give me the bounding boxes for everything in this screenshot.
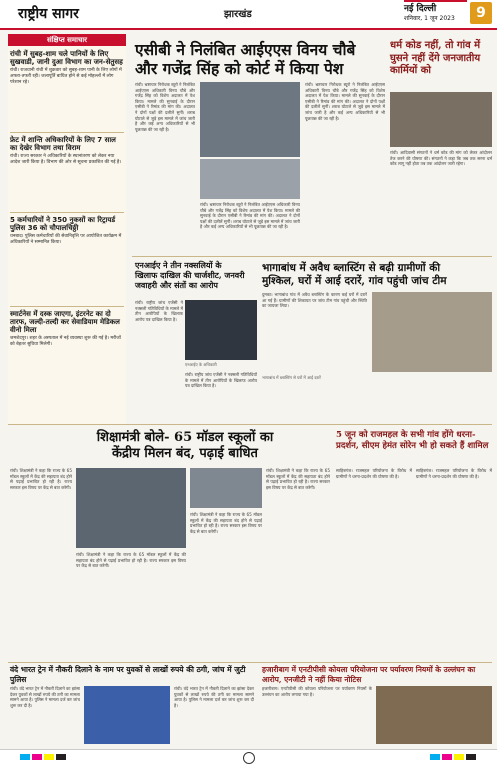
education-headline [40,430,330,462]
sidebar-divider [10,212,124,213]
sidebar-divider [10,132,124,133]
section-divider [132,256,492,257]
sidebar-item-text: रांची। राजधानी रांची में शुक्रवार को सुबह-शाम पानी के लिए लोगों में अफरा-तफरी रही। जलापूर्ति बाधित होने से कई मोहल्लों में लोग परेशान रहे। [10,68,122,85]
education-body-2: रांची। शिक्षामंत्री ने कहा कि राज्य के 65 मॉडल स्कूलों में केंद्र की सहायता बंद होने से पढ़ाई प्रभावित हो रही है। राज्य सरकार इस विषय पर केंद्र से बात करेगी। [76,552,186,569]
nia-caption: एनआईए के अधिकारी [185,362,217,367]
lead-headline-line2: और गजेंद्र सिंह को कोर्ट में किया पेश [135,59,344,78]
cmyk-yellow-mark [44,754,54,760]
hazaribagh-headline: हजारीबाग में एनटीपीसी कोयला परियोजना पर पर्यावरण नियमों के उल्लंघन का आरोप, एनजीटी ने नहीं किया नोटिस [262,665,476,684]
blast-caption: भागाबांध में ब्लास्टिंग से घरों में आई दरारें [262,375,321,380]
education-body-4: रांची। शिक्षामंत्री ने कहा कि राज्य के 65 मॉडल स्कूलों में केंद्र की सहायता बंद होने से पढ़ाई प्रभावित हो रही है। राज्य सरकार इस विषय पर केंद्र से बात करेगी। [266,468,330,490]
sidebar-item-title: रांची में सुबह-शाम चले पानियों के लिए सुखवाडी, जानी दुआ विभाग का जन-सेतुसह [10,50,123,66]
education-headline-line1: शिक्षामंत्री बोले- 65 मॉडल स्कूलों का [96,430,274,445]
sidebar-divider [10,306,124,307]
hazaribagh-body: हजारीबाग। एनटीपीसी की कोयला परियोजना पर पर्यावरण नियमों के उल्लंघन का आरोप लगाया गया है। [262,686,372,697]
sidebar-item-title: 5 कर्मचारियों ने 350 नुकसों का रिट्रायर्ड पुलिस 36 को चौपालचिठ्ठी [10,216,116,232]
village-headline: 5 जून को राजमहल के सभी गांव होंगे धरना-प्रदर्शन, सीएम हेमंत सोरेन भी हो सकते हैं शामिल [336,430,489,451]
blast-headline-line2: मुश्किल, घरों में आई दरारें, गांव पहुंची जांच टीम [262,275,447,287]
sidebar-header: संक्षिप्त समाचार [8,34,126,46]
train-body: रांची। वंदे भारत ट्रेन में नौकरी दिलाने का झांसा देकर युवकों से लाखों रुपये की ठगी का मामला सामने आया है। पुलिस ने मामला दर्ज कर जांच शुरू कर दी है। [10,686,80,708]
date: शनिवार, 1 जून 2023 [404,15,455,22]
publication-name: राष्ट्रीय सागर [18,6,79,22]
sidebar-item-title: स्मार्टनेस में दस्क जाएगा, इंटरनेट का दो तारफ, जल्दी-तल्दी कर सेवाडियाम मेडिकल वीनो मिला [10,310,120,334]
lead-body-2: रांची। भ्रष्टाचार निरोधक ब्यूरो ने निलंबित आईएएस अधिकारी विनय चौबे और गजेंद्र सिंह को विशेष अदालत में पेश किया। मामले की सुनवाई के दौरान एसीबी ने रिमांड की मांग की। अदालत ने दोनों पक्षों की दलीलें सुनीं। शराब घोटाले से जुड़े इस मामले में जांच जारी है और कई अन्य अधिकारियों से भी पूछताछ की जा रही है। [200,202,300,230]
right-body: रांची। आदिवासी संगठनों ने धर्म कोड की मांग को लेकर आंदोलन तेज करने की घोषणा की। संगठनों ने कहा कि जब तक सरना धर्म कोड लागू नहीं होता तब तक आंदोलन जारी रहेगा। [390,150,492,167]
blast-headline-line1: भागाबांध में अवैध ब्लास्टिंग से बढ़ी ग्रामीणों की [262,262,441,274]
education-photo [76,468,186,548]
lead-body: रांची। भ्रष्टाचार निरोधक ब्यूरो ने निलंबित आईएएस अधिकारी विनय चौबे और गजेंद्र सिंह को विशेष अदालत में पेश किया। मामले की सुनवाई के दौरान एसीबी ने रिमांड की मांग की। अदालत ने दोनों पक्षों की दलीलें सुनीं। शराब घोटाले से जुड़े इस मामले में जांच जारी है और कई अन्य अधिकारियों से भी पूछताछ की जा रही है। [135,82,195,132]
section-name: झारखंड [224,9,252,20]
education-body: रांची। शिक्षामंत्री ने कहा कि राज्य के 65 मॉडल स्कूलों में केंद्र की सहायता बंद होने से पढ़ाई प्रभावित हो रही है। राज्य सरकार इस विषय पर केंद्र से बात करेगी। [10,468,72,490]
nia-body: रांची। राष्ट्रीय जांच एजेंसी ने नक्सली गतिविधियों के मामले में तीन आरोपियों के खिलाफ आरोप पत्र दाखिल किया है। [135,300,183,322]
sidebar-item-text: धनबाद। पुलिस कर्मचारियों की सेवानिवृत्ति पर आयोजित कार्यक्रम में अधिकारियों ने सम्मानित किया। [10,234,122,245]
registration-mark-icon [243,752,255,764]
right-photo [390,92,492,147]
header-accent [404,0,467,2]
lead-headline [135,40,385,78]
sidebar-item-title: फ्रेट में शान्ति अधिकारियों के लिए 7 साल का देखेर विभाग तथा विराम [10,136,116,152]
train-photo [84,686,170,744]
cmyk-cyan-mark [20,754,30,760]
sidebar-item-text: रांची। राज्य सरकार ने अधिकारियों के स्थानांतरण को लेकर नया आदेश जारी किया है। विभाग की ओर से सूचना प्रकाशित की गई है। [10,154,122,165]
education-photo-2 [190,468,262,508]
cmyk-magenta-mark [32,754,42,760]
nia-body-2: रांची। राष्ट्रीय जांच एजेंसी ने नक्सली गतिविधियों के मामले में तीन आरोपियों के खिलाफ आरोप पत्र दाखिल किया है। [185,372,257,389]
hazaribagh-photo [376,686,492,744]
lead-photo [200,82,300,157]
cmyk-magenta-mark [442,754,452,760]
sidebar-item [10,50,124,86]
cmyk-black-mark [466,754,476,760]
page-number: 9 [470,2,492,24]
train-body-2: रांची। वंदे भारत ट्रेन में नौकरी दिलाने का झांसा देकर युवकों से लाखों रुपये की ठगी का मामला सामने आया है। पुलिस ने मामला दर्ज कर जांच शुरू कर दी है। [174,686,254,708]
section-divider [8,662,492,663]
village-body: साहिबगंज। राजमहल परियोजना के विरोध में ग्रामीणों ने धरना-प्रदर्शन की घोषणा की है। [336,468,412,479]
blast-body: दुमका। भागाबांध गांव में अवैध ब्लास्टिंग के कारण कई घरों में दरारें आ गई हैं। ग्रामीणों की शिकायत पर जांच टीम गांव पहुंची और स्थिति का जायजा लिया। [262,292,367,309]
dateline [404,4,455,24]
lead-headline-line1: एसीबी ने निलंबित आईएएस विनय चौबे [135,40,356,59]
blast-headline [262,262,492,288]
cmyk-cyan-mark [430,754,440,760]
blast-photo [372,292,492,372]
cmyk-black-mark [56,754,66,760]
village-body-2: साहिबगंज। राजमहल परियोजना के विरोध में ग्रामीणों ने धरना-प्रदर्शन की घोषणा की है। [416,468,492,479]
lead-body-3: रांची। भ्रष्टाचार निरोधक ब्यूरो ने निलंबित आईएएस अधिकारी विनय चौबे और गजेंद्र सिंह को विशेष अदालत में पेश किया। मामले की सुनवाई के दौरान एसीबी ने रिमांड की मांग की। अदालत ने दोनों पक्षों की दलीलें सुनीं। शराब घोटाले से जुड़े इस मामले में जांच जारी है और कई अन्य अधिकारियों से भी पूछताछ की जा रही है। [305,82,385,121]
nia-headline: एनआईए ने तीन नक्सलियों के खिलाफ दाखिल की चार्जशीट, जनवरी जवाहरी और संतों का आरोप [135,260,245,290]
sidebar-item [10,216,124,246]
education-body-3: रांची। शिक्षामंत्री ने कहा कि राज्य के 65 मॉडल स्कूलों में केंद्र की सहायता बंद होने से पढ़ाई प्रभावित हो रही है। राज्य सरकार इस विषय पर केंद्र से बात करेगी। [190,512,262,534]
education-headline-line2: केंद्रीय मिलन बंद, पढ़ाई बाधित [112,446,258,461]
lead-photo-2 [200,159,300,199]
sidebar-item [10,136,124,166]
right-headline: धर्म कोड नहीं, तो गांव में घुसने नहीं देंगे जनजातीय कार्मियों को [390,40,481,76]
cmyk-yellow-mark [454,754,464,760]
section-divider [8,424,492,425]
sidebar-item [10,310,124,348]
sidebar-item-text: जमशेदपुर। शहर के अस्पताल में नई व्यवस्था शुरू की गई है। मरीजों को बेहतर सुविधा मिलेगी। [10,336,121,347]
train-headline: वंदे भारत ट्रेन में नौकरी दिलाने के नाम पर युवकों से लाखों रुपये की ठगी, जांच में जुटी पुलिस [10,665,246,684]
nia-photo [185,300,257,360]
city: नई दिल्ली [404,4,437,14]
